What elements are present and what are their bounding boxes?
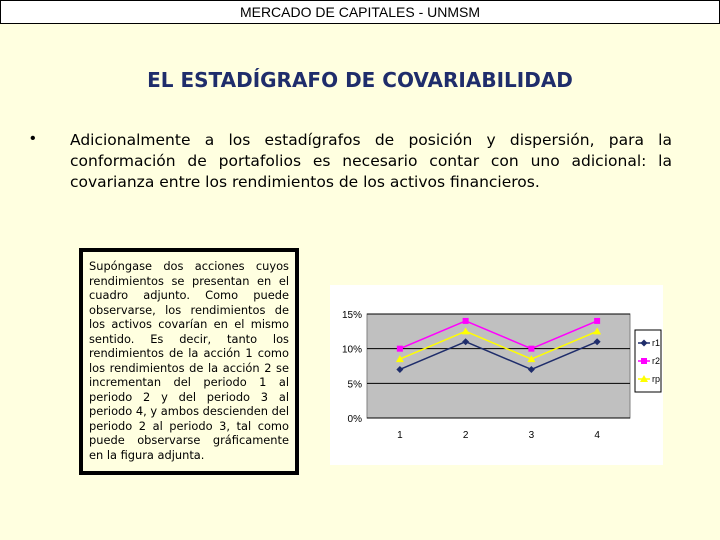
- bullet-marker: •: [30, 130, 36, 147]
- header-title: MERCADO DE CAPITALES - UNMSM: [239, 4, 481, 20]
- legend-label: r2: [652, 356, 661, 366]
- data-point-r2: [397, 346, 403, 352]
- chart-container: [330, 285, 663, 465]
- legend-marker: [641, 358, 647, 364]
- x-tick-label: 1: [397, 430, 403, 441]
- x-tick-label: 4: [594, 430, 600, 441]
- header-bar: [0, 0, 720, 24]
- data-point-r2: [528, 346, 534, 352]
- y-tick-label: 0%: [347, 414, 362, 425]
- legend-label: r1: [652, 338, 661, 348]
- x-tick-label: 2: [462, 430, 469, 441]
- y-tick-label: 15%: [341, 310, 362, 321]
- returns-line-chart: [330, 285, 663, 465]
- explanation-text: Supóngase dos acciones cuyos rendimientos se presentan en el cuadro adjunto. Como puede observarse, los rendimientos de los activos covarían en el mismo sentido. Es decir, tanto los rendimientos de la acción 1 como los rendimientos de la acción 2 se incrementan del periodo 1 al periodo 2 y del periodo 3 al periodo 4, y ambos descienden del periodo 2 al periodo 3, tal como puede observarse gráficamente en la figura adjunta.: [89, 259, 289, 462]
- slide-title: EL ESTADÍGRAFO DE COVARIABILIDAD: [147, 68, 573, 92]
- x-tick-label: 3: [528, 430, 535, 441]
- data-point-r2: [594, 318, 600, 324]
- data-point-r2: [463, 318, 469, 324]
- bullet-paragraph: Adicionalmente a los estadígrafos de posición y dispersión, para la conformación de portafolios es necesario contar con uno adicional: la covarianza entre los rendimientos de los activos financieros.: [70, 131, 672, 191]
- legend-label: rp: [652, 374, 661, 384]
- explanation-box: [79, 248, 299, 475]
- y-tick-label: 5%: [347, 379, 362, 391]
- y-tick-label: 10%: [341, 344, 362, 356]
